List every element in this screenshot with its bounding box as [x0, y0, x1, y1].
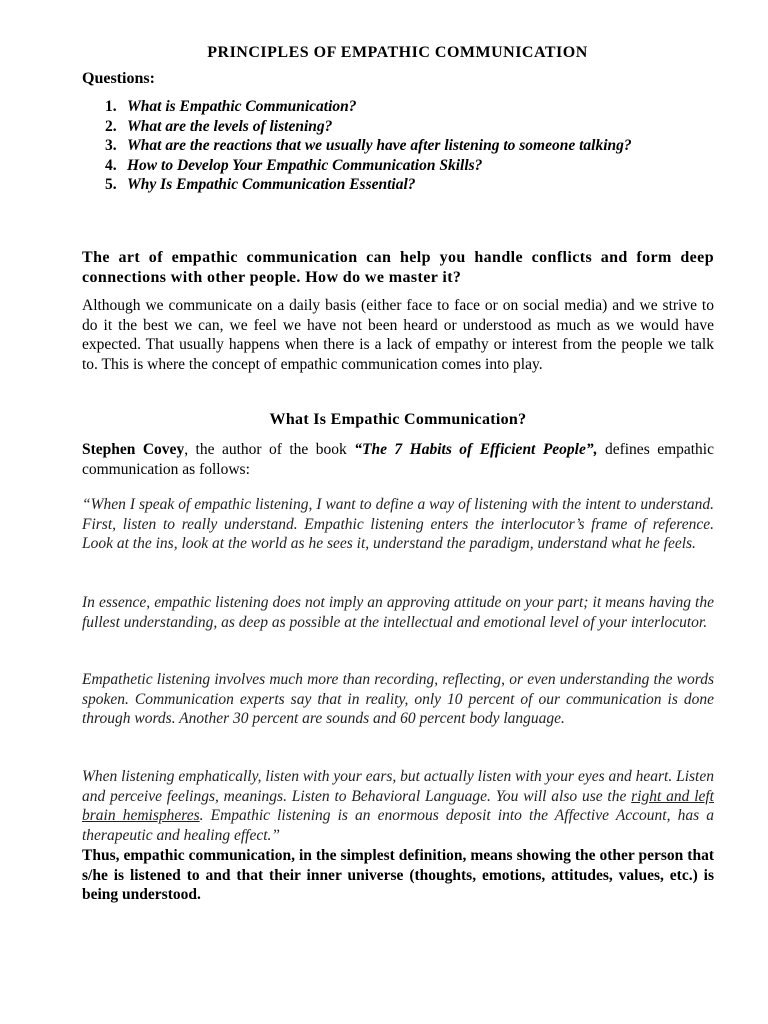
- list-item: [105, 136, 711, 156]
- list-item-number: 1.: [105, 98, 117, 115]
- quote-4-text-a: When listening emphatically, listen with your ears, but actually listen with your eyes and heart. Listen and perceive feelings, meanings. Listen to Behavioral Language. You will also use the: [82, 768, 714, 805]
- list-item-text: What are the reactions that we usually have after listening to someone talking?: [127, 137, 632, 154]
- list-item: [105, 97, 711, 117]
- subtitle: The art of empathic communication can help you handle conflicts and form deep connections with other people. How do we master it?: [82, 249, 714, 286]
- list-item-text: Why Is Empathic Communication Essential?: [127, 176, 416, 193]
- covey-paragraph: [82, 440, 714, 479]
- final-paragraph: Thus, empathic communication, in the simplest definition, means showing the other person that s/he is listened to and that their inner universe (thoughts, emotions, attitudes, values, etc.) is being understood.: [82, 847, 714, 903]
- book-title: “The 7 Habits of Efficient People”,: [354, 441, 598, 458]
- list-item-number: 5.: [105, 176, 117, 193]
- covey-text-b: defines empathic communication as follows:: [82, 441, 714, 478]
- quote-paragraph-3: Empathetic listening involves much more than recording, reflecting, or even understanding the words spoken. Communication experts say that in reality, only 10 percent of our communication is done through words. Another 30 percent are sounds and 60 percent body language.: [82, 671, 714, 727]
- questions-list: [105, 97, 711, 195]
- document-title: PRINCIPLES OF EMPATHIC COMMUNICATION: [207, 44, 588, 61]
- intro-paragraph: Although we communicate on a daily basis (either face to face or on social media) and we strive to do it the best we can, we feel we have not been heard or understood as much as we would have expected. That usually happens when there is a lack of empathy or interest from the people we talk to. This is where the concept of empathic communication comes into play.: [82, 297, 714, 373]
- covey-text-a: , the author of the book: [184, 441, 355, 458]
- list-item-text: What are the levels of listening?: [127, 117, 333, 135]
- brain-hemispheres-link[interactable]: right and left brain hemispheres: [82, 787, 714, 824]
- quote-paragraph-2: In essence, empathic listening does not imply an approving attitude on your part; it means having the fullest understanding, as deep as possible at the intellectual and emotional level of your interlocutor.: [82, 594, 714, 631]
- list-item-number: 2.: [105, 117, 117, 135]
- list-item: [105, 175, 711, 195]
- section-heading: What Is Empathic Communication?: [269, 411, 527, 428]
- list-item-number: 3.: [105, 137, 117, 154]
- quote-4-text-b: . Empathic listening is an enormous deposit into the Affective Account, has a therapeutic and healing effect.”: [82, 807, 714, 844]
- questions-heading: Questions:: [82, 70, 155, 87]
- list-item: [105, 117, 711, 137]
- list-item-text: How to Develop Your Empathic Communication Skills?: [127, 156, 483, 174]
- quote-paragraph-1: “When I speak of empathic listening, I want to define a way of listening with the intent to understand. First, listen to really understand. Empathic listening enters the interlocutor’s frame of reference. Look at the ins, look at the world as he sees it, understand the paradigm, understand what he feels.: [82, 496, 714, 552]
- author-name: Stephen Covey: [82, 441, 185, 458]
- list-item-number: 4.: [105, 156, 117, 174]
- list-item: [105, 156, 711, 176]
- list-item-text: What is Empathic Communication?: [127, 98, 357, 115]
- quote-paragraph-4: [82, 767, 714, 845]
